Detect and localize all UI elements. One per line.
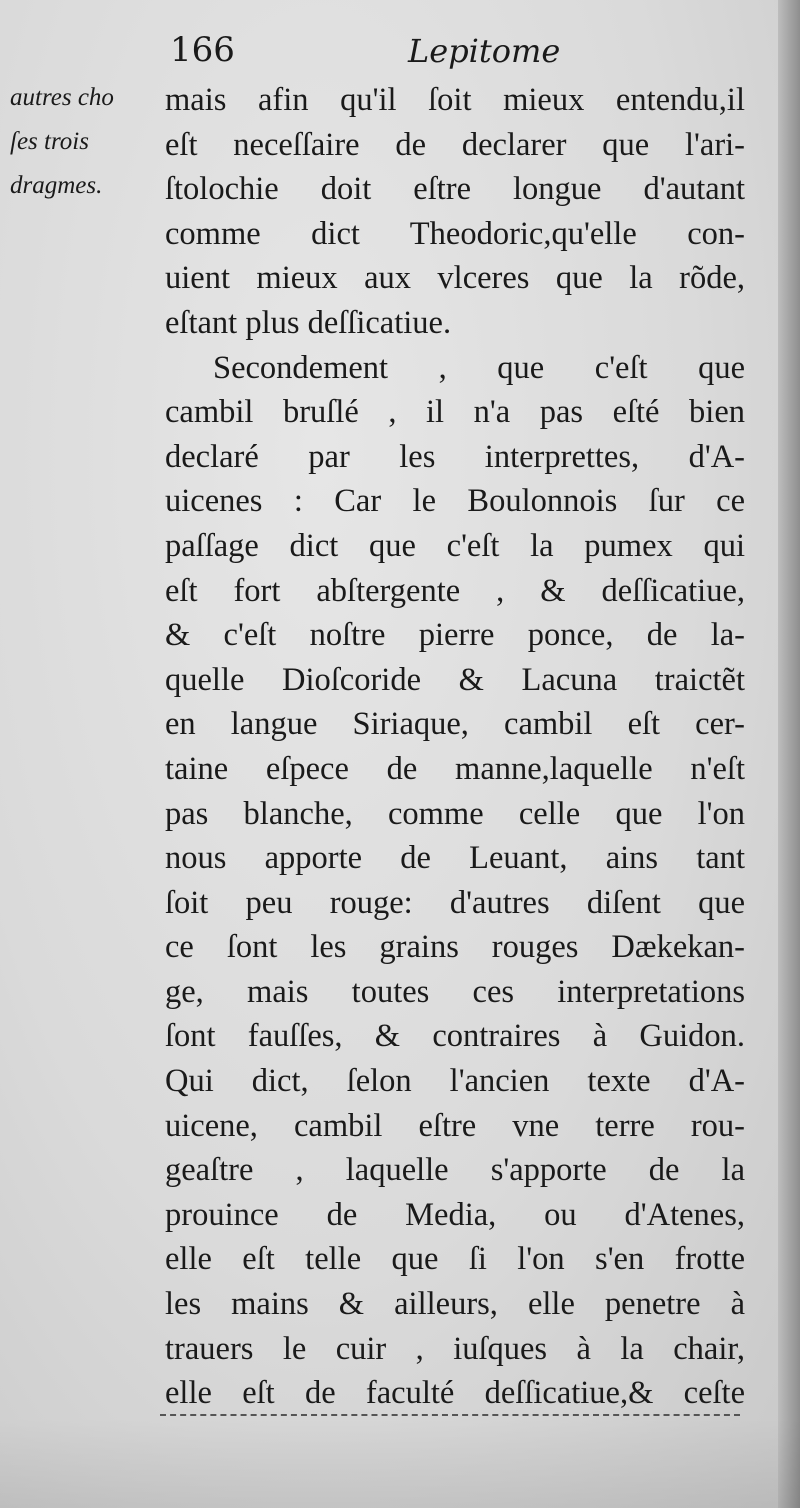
text-line: Qui dict, ſelon l'ancien texte d'A- [165, 1063, 745, 1100]
text-line: trauers le cuir , iuſques à la chair, [165, 1330, 745, 1367]
text-line: en langue Siriaque, cambil eſt cer- [165, 706, 745, 743]
text-line: ſoit peu rouge: d'autres diſent que [165, 884, 745, 921]
margin-note-line: autres cho [10, 84, 114, 111]
text-line: cambil bruſlé , il n'a pas eſté bien [165, 394, 745, 431]
text-line: uicenes : Car le Boulonnois ſur ce [165, 483, 745, 520]
page-binding-edge [778, 0, 800, 1508]
body-text [165, 78, 745, 1416]
text-line: elle eſt de faculté deſſicatiue,& ceſte [165, 1375, 745, 1412]
text-line: pas blanche, comme celle que l'on [165, 795, 745, 832]
text-line: ge, mais toutes ces interpretations [165, 973, 745, 1010]
text-line: elle eſt telle que ſi l'on s'en frotte [165, 1241, 745, 1278]
text-line: ſont fauſſes, & contraires à Guidon. [165, 1018, 745, 1055]
text-line: uicene, cambil eſtre vne terre rou- [165, 1107, 745, 1144]
text-line: quelle Dioſcoride & Lacuna traictẽt [165, 661, 745, 698]
text-line: mais afin qu'il ſoit mieux entendu,il [165, 82, 745, 118]
text-line: & c'eſt noſtre pierre ponce, de la- [165, 617, 745, 654]
margin-note [10, 76, 170, 208]
text-line: eſtant plus deſſicatiue. [165, 304, 452, 341]
bottom-rule [160, 1414, 740, 1416]
paragraph-start-line: Secondement , que c'eſt que [213, 349, 745, 386]
text-line: uient mieux aux vlceres que la rõde, [165, 260, 745, 297]
text-line: prouince de Media, ou d'Atenes, [165, 1196, 745, 1233]
page-shadow [0, 1418, 800, 1508]
text-line: ce ſont les grains rouges Dækekan- [165, 929, 745, 966]
text-line: taine eſpece de manne,laquelle n'eſt [165, 750, 745, 787]
text-line: eſt neceſſaire de declarer que l'ari- [165, 126, 745, 163]
margin-note-line: dragmes. [10, 172, 103, 199]
page-number: 166 [170, 30, 235, 70]
text-line: declaré par les interprettes, d'A- [165, 438, 745, 475]
margin-note-line: ſes trois [10, 128, 89, 155]
running-head: Lepitome [408, 32, 561, 70]
text-line: geaſtre , laquelle s'apporte de la [165, 1152, 745, 1189]
text-line: paſſage dict que c'eſt la pumex qui [165, 527, 745, 564]
text-line: ſtolochie doit eſtre longue d'autant [165, 171, 745, 208]
text-line: nous apporte de Leuant, ains tant [165, 840, 745, 877]
text-line: comme dict Theodoric,qu'elle con- [165, 215, 745, 252]
text-line: eſt fort abſtergente , & deſſicatiue, [165, 572, 745, 609]
page-header [0, 28, 800, 78]
text-line: les mains & ailleurs, elle penetre à [165, 1286, 745, 1323]
